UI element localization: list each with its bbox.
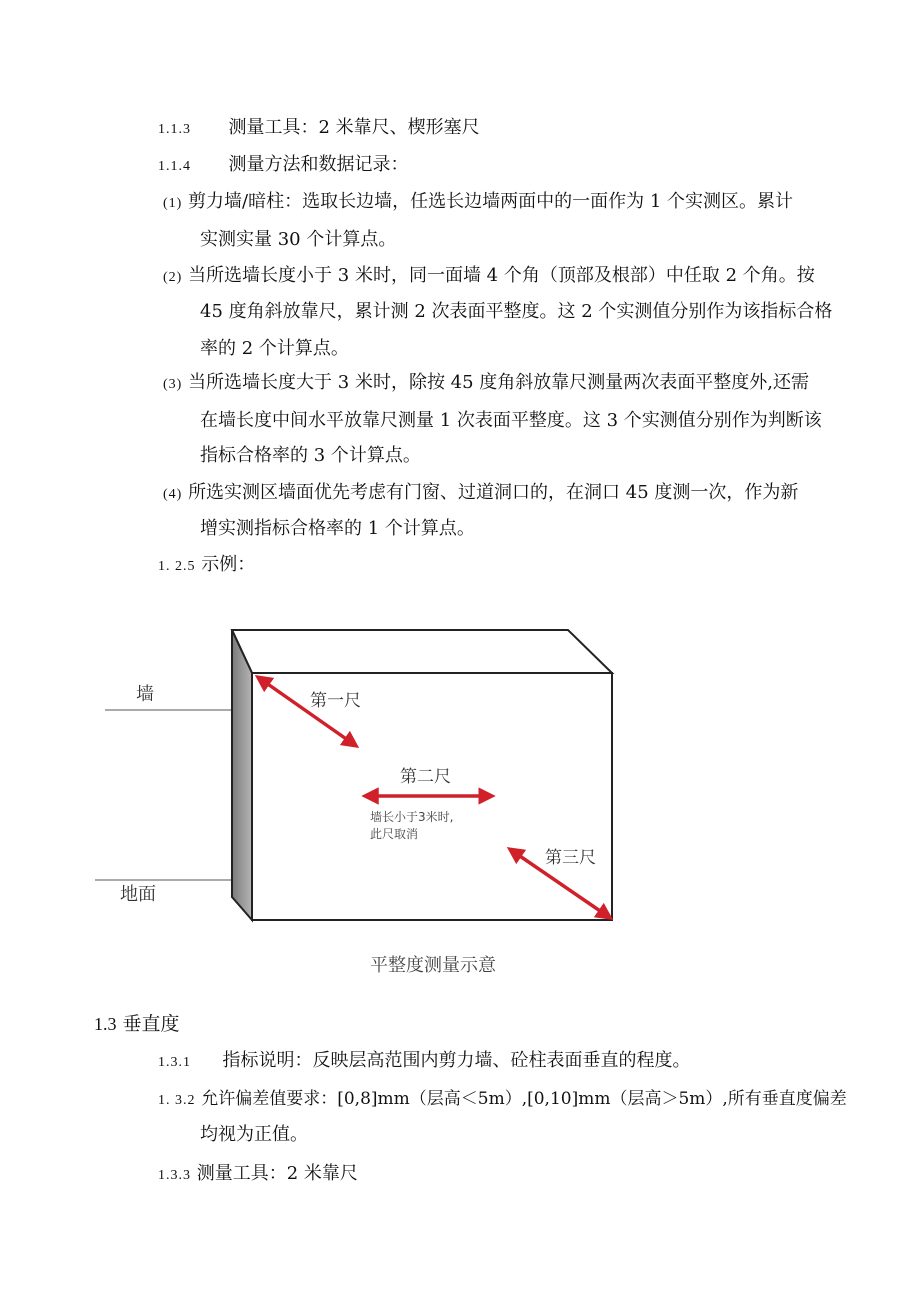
list-item-line: 在墙长度中间水平放靠尺测量 1 次表面平整度。这 3 个实测值分别作为判断该 (200, 410, 822, 431)
section-text: 示例： (201, 554, 256, 575)
wall-label: 墙 (136, 684, 154, 705)
section-number: 1.3.3 (158, 1168, 191, 1183)
list-marker: (3) (163, 377, 183, 392)
section-number: 1.1.4 (158, 159, 191, 174)
list-item-4 (163, 481, 798, 507)
ruler-2-label: 第二尺 (400, 767, 451, 787)
section-1-3-heading (94, 1012, 180, 1036)
section-1-3-2 (158, 1087, 847, 1113)
section-1-1-3 (158, 116, 480, 142)
section-number: 1.1.3 (158, 122, 191, 137)
section-number: 1.3 (94, 1014, 117, 1034)
ruler-2-note-line-2: 此尺取消 (370, 827, 419, 841)
box-side-face (232, 630, 252, 920)
list-item-line: 剪力墙/暗柱：选取长边墙，任选长边墙两面中的一面作为 1 个实测区。累计 (188, 191, 794, 212)
section-number: 1. 2.5 (158, 559, 196, 574)
section-text: 测量工具：2 米靠尺 (196, 1163, 358, 1184)
list-item-line: 当所选墙长度大于 3 米时，除按 45 度角斜放靠尺测量两次表面平整度外,还需 (188, 372, 810, 393)
floor-label: 地面 (120, 884, 156, 905)
section-1-3-1 (158, 1049, 690, 1075)
list-marker: (2) (163, 270, 183, 285)
list-item-2 (163, 264, 815, 290)
section-text: 指标说明：反映层高范围内剪力墙、砼柱表面垂直的程度。 (222, 1050, 691, 1071)
box-top-face (232, 630, 612, 673)
section-title: 垂直度 (122, 1013, 180, 1035)
section-number: 1. 3.2 (158, 1093, 196, 1108)
list-item-line: 率的 2 个计算点。 (200, 338, 349, 359)
list-marker: (1) (163, 196, 183, 211)
list-marker: (4) (163, 487, 183, 502)
ruler-1-label: 第一尺 (310, 691, 361, 711)
list-item-line: 增实测指标合格率的 1 个计算点。 (200, 518, 475, 539)
section-text: 允许偏差值要求：[0,8]mm（层高＜5m）,[0,10]mm（层高＞5m）,所有垂直度偏差 (201, 1089, 847, 1109)
section-1-1-4 (158, 153, 408, 179)
list-item-line: 实测实量 30 个计算点。 (200, 229, 397, 250)
figure-caption: 平整度测量示意 (370, 955, 496, 976)
section-text-continued: 均视为正值。 (200, 1124, 308, 1145)
list-item-1 (163, 190, 793, 216)
list-item-line: 指标合格率的 3 个计算点。 (200, 445, 421, 466)
list-item-line: 当所选墙长度小于 3 米时，同一面墙 4 个角（顶部及根部）中任取 2 个角。按 (188, 265, 815, 286)
section-text: 测量工具：2 米靠尺、楔形塞尺 (228, 117, 480, 138)
list-item-line: 所选实测区墙面优先考虑有门窗、过道洞口的，在洞口 45 度测一次，作为新 (188, 482, 799, 503)
section-number: 1.3.1 (158, 1055, 191, 1070)
flatness-measurement-figure (90, 605, 650, 1000)
list-item-3 (163, 371, 809, 397)
section-1-2-5 (158, 553, 255, 579)
ruler-2-note-line-1: 墙长小于3米时, (370, 810, 454, 824)
section-text: 测量方法和数据记录： (228, 154, 409, 175)
ruler-3-label: 第三尺 (545, 848, 596, 868)
list-item-line: 45 度角斜放靠尺，累计测 2 次表面平整度。这 2 个实测值分别作为该指标合格 (200, 301, 833, 322)
section-1-3-3 (158, 1162, 358, 1188)
